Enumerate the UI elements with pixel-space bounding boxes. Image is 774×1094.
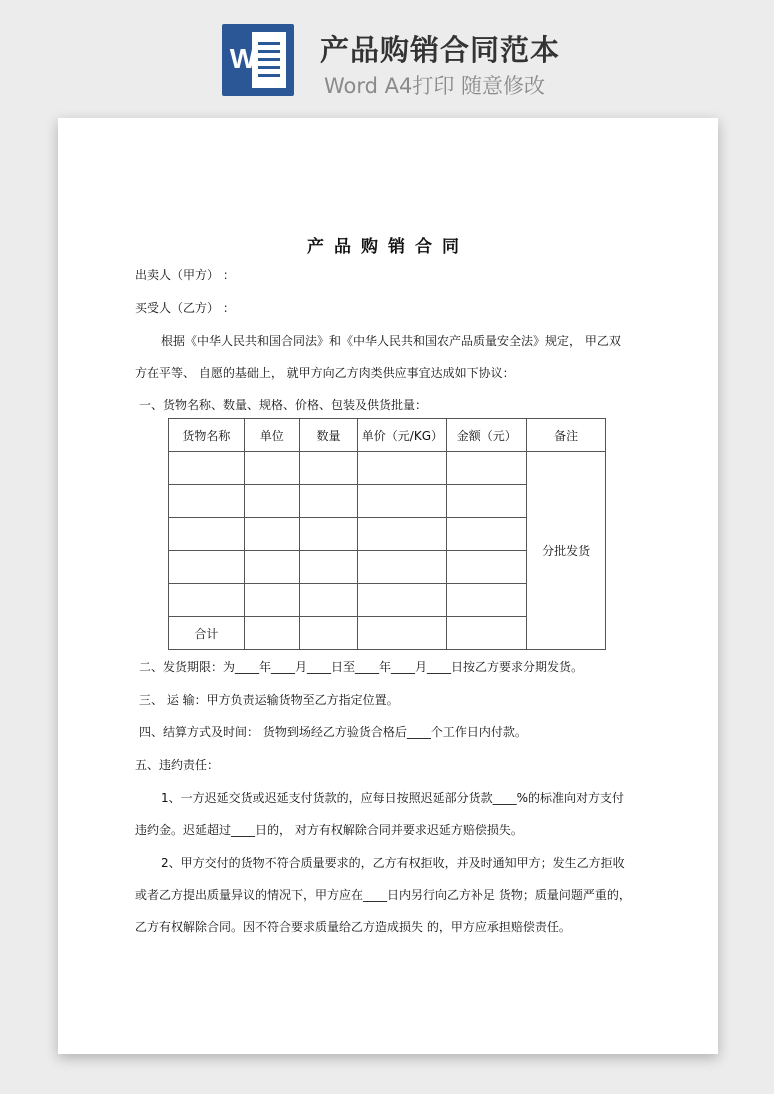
table-cell[interactable] [244, 485, 299, 518]
table-cell[interactable] [358, 617, 447, 650]
document-title: 产品购销合同 [307, 237, 469, 257]
table-cell[interactable] [447, 584, 527, 617]
table-cell[interactable] [447, 617, 527, 650]
header-unit-price: 单价（元/KG） [358, 419, 447, 452]
table-cell[interactable] [244, 617, 299, 650]
word-icon [222, 24, 294, 96]
table-cell[interactable] [244, 551, 299, 584]
section-3-line: 三、 运 输：甲方负责运输货物至乙方指定位置。 [139, 693, 399, 707]
table-cell[interactable] [244, 452, 299, 485]
header-unit: 单位 [244, 419, 299, 452]
table-cell[interactable] [169, 551, 245, 584]
section-4-line: 四、结算方式及时间： 货物到场经乙方验货合格后____个工作日内付款。 [139, 725, 527, 739]
table-cell[interactable] [299, 452, 358, 485]
table-cell[interactable] [169, 518, 245, 551]
table-cell[interactable] [447, 452, 527, 485]
table-cell[interactable] [299, 551, 358, 584]
clause-2-line-2: 或者乙方提出质量异议的情况下，甲方应在____日内另行向乙方补足 货物；质量问题严重的， [135, 888, 631, 902]
document-page [58, 118, 718, 1054]
section-2-line: 二、发货期限：为____年____月____日至____年____月____日按乙方要求分期发货。 [139, 660, 584, 674]
remark-cell: 分批发货 [527, 452, 606, 650]
table-cell[interactable] [299, 617, 358, 650]
clause-1-line-1: 1、一方迟延交货或迟延支付货款的，应每日按照迟延部分货款____%的标准向对方支付 [161, 791, 625, 805]
intro-line-1: 根据《中华人民共和国合同法》和《中华人民共和国农产品质量安全法》规定， 甲乙双 [161, 334, 621, 348]
table-cell[interactable] [447, 551, 527, 584]
banner [0, 0, 774, 110]
total-label: 合计 [169, 617, 245, 650]
banner-title: 产品购销合同范本 [320, 33, 561, 67]
word-letter: W [229, 43, 257, 74]
banner-subtitle: Word A4打印 随意修改 [324, 74, 546, 98]
table-cell[interactable] [358, 551, 447, 584]
table-cell[interactable] [299, 518, 358, 551]
table-cell[interactable] [169, 452, 245, 485]
goods-table [168, 418, 606, 650]
buyer-line: 买受人（乙方） ： [135, 301, 235, 315]
header-remark: 备注 [527, 419, 606, 452]
intro-line-2: 方在平等、 自愿的基础上， 就甲方向乙方肉类供应事宜达成如下协议： [135, 366, 515, 380]
table-cell[interactable] [447, 518, 527, 551]
table-cell[interactable] [299, 485, 358, 518]
header-quantity: 数量 [299, 419, 358, 452]
table-header-row [169, 419, 606, 452]
table-cell[interactable] [358, 485, 447, 518]
table-cell[interactable] [244, 584, 299, 617]
table-cell[interactable] [358, 518, 447, 551]
table-cell[interactable] [358, 452, 447, 485]
table-cell[interactable] [169, 584, 245, 617]
table-cell[interactable] [447, 485, 527, 518]
section-1-heading: 一、货物名称、数量、规格、价格、包装及供货批量： [139, 398, 428, 412]
section-5-heading: 五、违约责任： [135, 758, 220, 772]
table-cell[interactable] [299, 584, 358, 617]
table-cell[interactable] [358, 584, 447, 617]
header-amount: 金额（元） [447, 419, 527, 452]
clause-2-line-1: 2、甲方交付的货物不符合质量要求的，乙方有权拒收，并及时通知甲方；发生乙方拒收 [161, 856, 625, 870]
header-goods-name: 货物名称 [169, 419, 245, 452]
seller-line: 出卖人（甲方） ： [135, 268, 235, 282]
table-cell[interactable] [169, 485, 245, 518]
table-row [169, 452, 606, 485]
table-cell[interactable] [244, 518, 299, 551]
clause-2-line-3: 乙方有权解除合同。因不符合要求质量给乙方造成损失 的，甲方应承担赔偿责任。 [135, 920, 571, 934]
clause-1-line-2: 违约金。迟延超过____日的， 对方有权解除合同并要求迟延方赔偿损失。 [135, 823, 523, 837]
